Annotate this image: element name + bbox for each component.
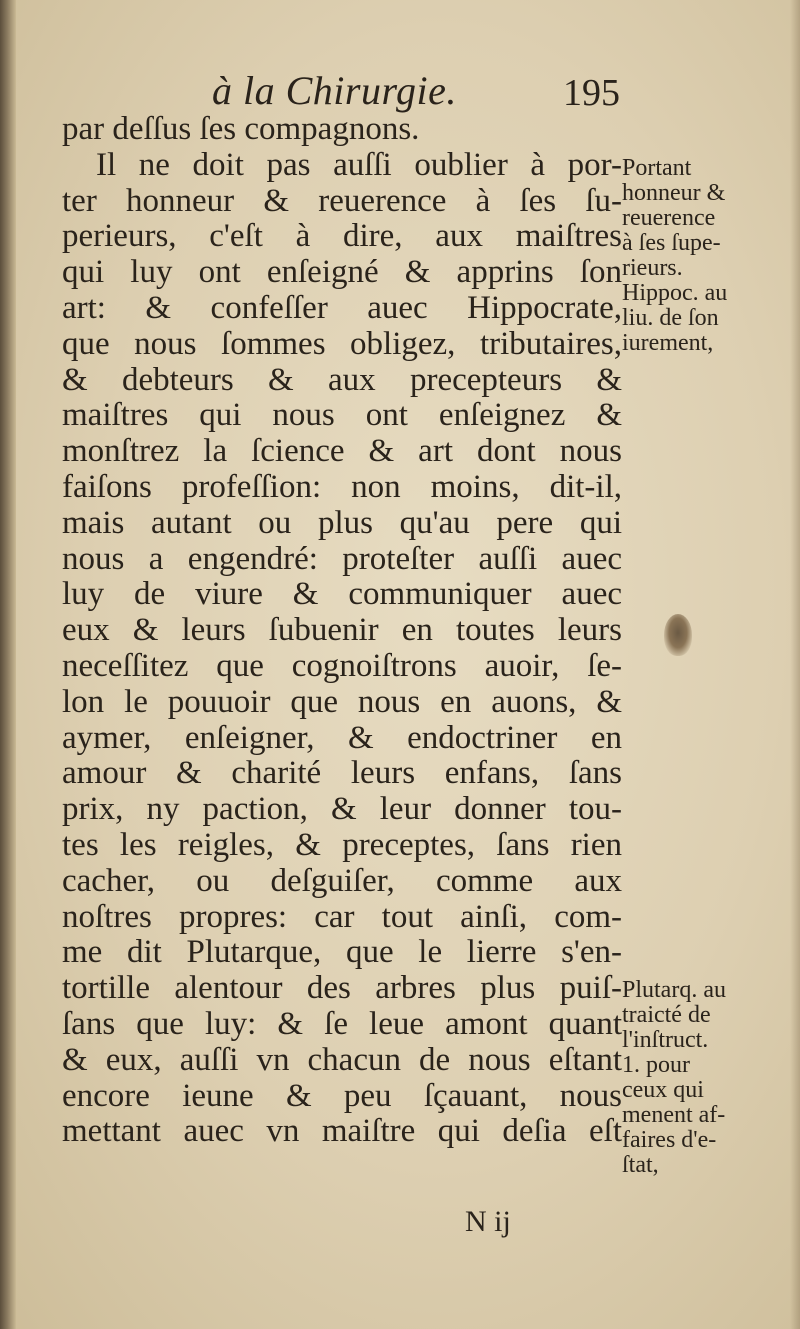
text-line: perieurs, c'eſt à dire, aux maiſtres (62, 218, 622, 255)
text-line: & debteurs & aux precepteurs & (62, 361, 622, 398)
text-line: que nous ſommes obligez, tributaires, (62, 325, 622, 362)
margin-note-line: 1. pour (622, 1052, 690, 1078)
text-line: eux & leurs ſubuenir en toutes leurs (62, 612, 622, 649)
margin-note-honneur (622, 156, 772, 356)
page-edge (790, 0, 800, 1329)
text-line: luy de viure & communiquer auec (62, 576, 622, 613)
margin-note-line: honneur & (622, 180, 726, 206)
text-line: aymer, enſeigner, & endoctriner en (62, 719, 622, 756)
page-header (0, 66, 800, 116)
margin-note-line: traicté de (622, 1002, 711, 1028)
margin-note-line: à ſes ſupe- (622, 230, 721, 256)
text-line: me dit Plutarque, que le lierre s'en- (62, 934, 622, 971)
text-line: tes les reigles, & preceptes, ſans rien (62, 826, 622, 863)
margin-note-line: menent af- (622, 1102, 726, 1128)
text-line: cacher, ou deſguiſer, comme aux (62, 862, 622, 899)
text-line: ſans que luy: & ſe leue amont quant (62, 1005, 622, 1042)
margin-note-line: ceux qui (622, 1077, 704, 1103)
margin-note-line: Plutarq. au (622, 977, 726, 1003)
text-line: ter honneur & reuerence à ſes ſu- (62, 182, 622, 219)
text-line: encore ieune & peu ſçauant, nous (62, 1077, 622, 1114)
text-line: art: & confeſſer auec Hippocrate, (62, 289, 622, 326)
margin-note-line: liu. de ſon (622, 305, 719, 331)
text-line: lon le pouuoir que nous en auons, & (62, 683, 622, 720)
text-line: neceſſitez que cognoiſtrons auoir, ſe- (62, 647, 622, 684)
text-line: noſtres propres: car tout ainſi, com- (62, 898, 622, 935)
signature-mark: N ij (465, 1205, 511, 1238)
text-line: maiſtres qui nous ont enſeignez & (62, 397, 622, 434)
text-line: nous a engendré: proteſter auſſi auec (62, 540, 622, 577)
page-number: 195 (563, 72, 620, 114)
margin-note-line: ſtat, (622, 1152, 659, 1178)
text-line: monſtrez la ſcience & art dont nous (62, 433, 622, 470)
margin-note-plutarque (622, 978, 772, 1178)
text-line: tortille alentour des arbres plus puiſ- (62, 970, 622, 1007)
text-line: prix, ny paction, & leur donner tou- (62, 791, 622, 828)
margin-note-line: faires d'e- (622, 1127, 717, 1153)
text-line: amour & charité leurs enfans, ſans (62, 755, 622, 792)
body-text (62, 112, 622, 1150)
text-line: & eux, auſſi vn chacun de nous eſtant (62, 1041, 622, 1078)
margin-note-line: rieurs. (622, 255, 683, 281)
text-line: qui luy ont enſeigné & apprins ſon (62, 254, 622, 291)
margin-note-line: l'inſtruct. (622, 1027, 709, 1053)
book-gutter-shadow (0, 0, 16, 1329)
margin-note-line: iurement, (622, 330, 714, 356)
text-line: Il ne doit pas auſſi oublier à por- (96, 146, 622, 183)
text-line: par deſſus ſes compagnons. (62, 111, 420, 147)
running-title: à la Chirurgie. (212, 68, 457, 113)
margin-note-line: reuerence (622, 205, 716, 231)
margin-note-line: Portant (622, 155, 692, 181)
text-line: mais autant ou plus qu'au pere qui (62, 504, 622, 541)
text-line: faiſons profeſſion: non moins, dit-il, (62, 468, 622, 505)
text-line: mettant auec vn maiſtre qui deſia eſt (62, 1113, 622, 1150)
ink-blot (664, 614, 692, 656)
margin-note-line: Hippoc. au (622, 280, 728, 306)
